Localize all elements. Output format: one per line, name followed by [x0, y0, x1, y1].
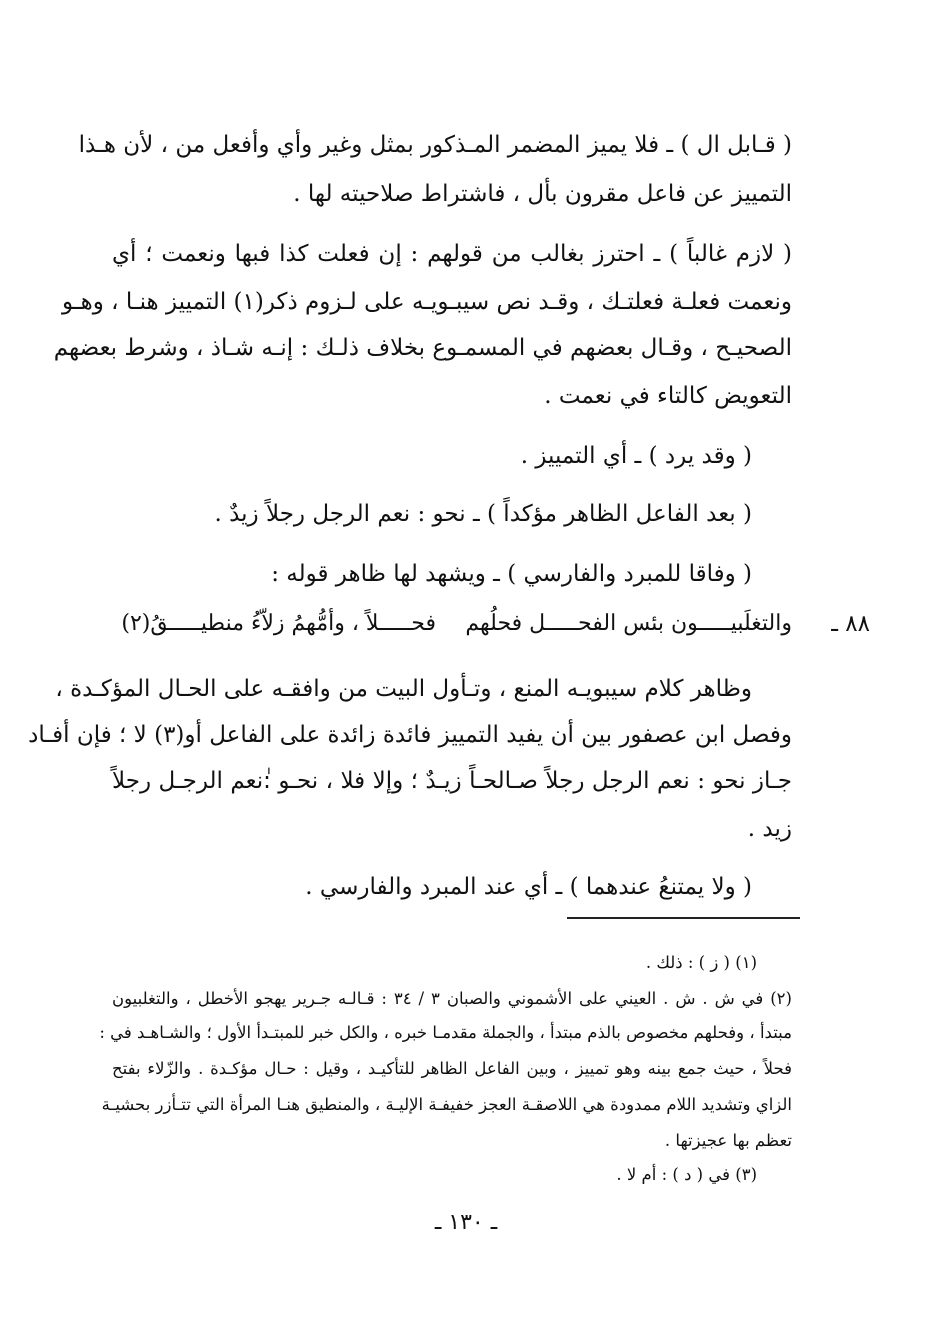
footnote-2-line: تعظم بها عجيزتها . [664, 1131, 792, 1150]
footnote-2-line: الزاي وتشديد اللام ممدودة هي اللاصقـة العجز خفيفـة الإليـة ، والمنطيق هنـا المرأة التي تتـأزر بحشيـة [101, 1095, 792, 1114]
body-line: زيد . [747, 816, 792, 842]
body-line: ونعمت فعلـة فعلتـك ، وقـد نص سيبـويـه على لـزوم ذكر(١) التمييز هنـا ، وهـو [61, 289, 792, 315]
body-line: جـاز نحو : نعم الرجل رجلاً صـالحـاً زيـدٌ ؛ وإلا فلا ، نحـو :ٰنعم الرجـل رجلاً [112, 768, 792, 794]
body-line: ( وقد يرد ) ـ أي التمييز . [520, 443, 752, 469]
body-line: ( بعد الفاعل الظاهر مؤكداً ) ـ نحو : نعم الرجل رجلاً زيدٌ . [214, 501, 752, 527]
footnote-divider [567, 917, 800, 919]
footnote-3: (٣) في ( د ) : أم لا . [616, 1165, 757, 1184]
footnote-2-line: مبتدأ ، وفحلهم مخصوص بالذم مبتدأ ، والجملة مقدمـا خبره ، والكل خبر للمبتـدأ الأول ؛ والشـاهـد في : [99, 1023, 792, 1042]
verse-number: ٨٨ ـ [831, 611, 870, 637]
body-line: التمييز عن فاعل مقرون بأل ، فاشتراط صلاحيته لها . [293, 181, 792, 207]
body-line: ( ولا يمتنعُ عندهما ) ـ أي عند المبرد والفارسي . [305, 874, 752, 900]
body-line: ( وفاقا للمبرد والفارسي ) ـ ويشهد لها ظاهر قوله : [271, 561, 752, 587]
verse-hemistich-first: والتغلَبيـــــون بئس الفحـــــل فحلُهم [465, 611, 792, 636]
body-line: وفصل ابن عصفور بين أن يفيد التمييز فائدة زائدة على الفاعل أو(٣) لا ؛ فإن أفـاد [28, 722, 792, 748]
body-line: وظاهر كلام سيبويـه المنع ، وتـأول البيت من وافقـه على الحـال المؤكـدة ، [55, 676, 752, 702]
verse-hemistich-second: فحـــــلاً ، وأمُّهمُ زلاّءُ منطيـــــقُ(٢) [121, 611, 436, 636]
footnote-1: (١) ( ز ) : ذلك . [645, 953, 757, 972]
footnote-2-line: (٢) في ش . ش . العيني على الأشموني والصبان ٣ / ٣٤ : قـالـه جـرير يهجو الأخطل ، والتغلبيون [112, 989, 792, 1008]
page-number: ـ ١٣٠ ـ [434, 1210, 498, 1235]
body-line: التعويض كالتاء في نعمت . [544, 383, 792, 409]
body-line: الصحيـح ، وقـال بعضهم في المسمـوع بخلاف ذلـك : إنـه شـاذ ، وشرط بعضهم [53, 335, 792, 361]
body-line: ( قـابل ال ) ـ فلا يميز المضمر المـذكور بمثل وغير وأي وأفعل من ، لأن هـذا [78, 132, 792, 158]
body-line: ( لازم غالباً ) ـ احترز بغالب من قولهم : إن فعلت كذا فبها ونعمت ؛ أي [112, 241, 792, 267]
footnote-2-line: فحلاً ، حيث جمع بينه وهو تمييز ، وبين الفاعل الظاهر للتأكيـد ، وقيل : حـال مؤكـدة . والزّلاء بفتح [112, 1059, 792, 1078]
